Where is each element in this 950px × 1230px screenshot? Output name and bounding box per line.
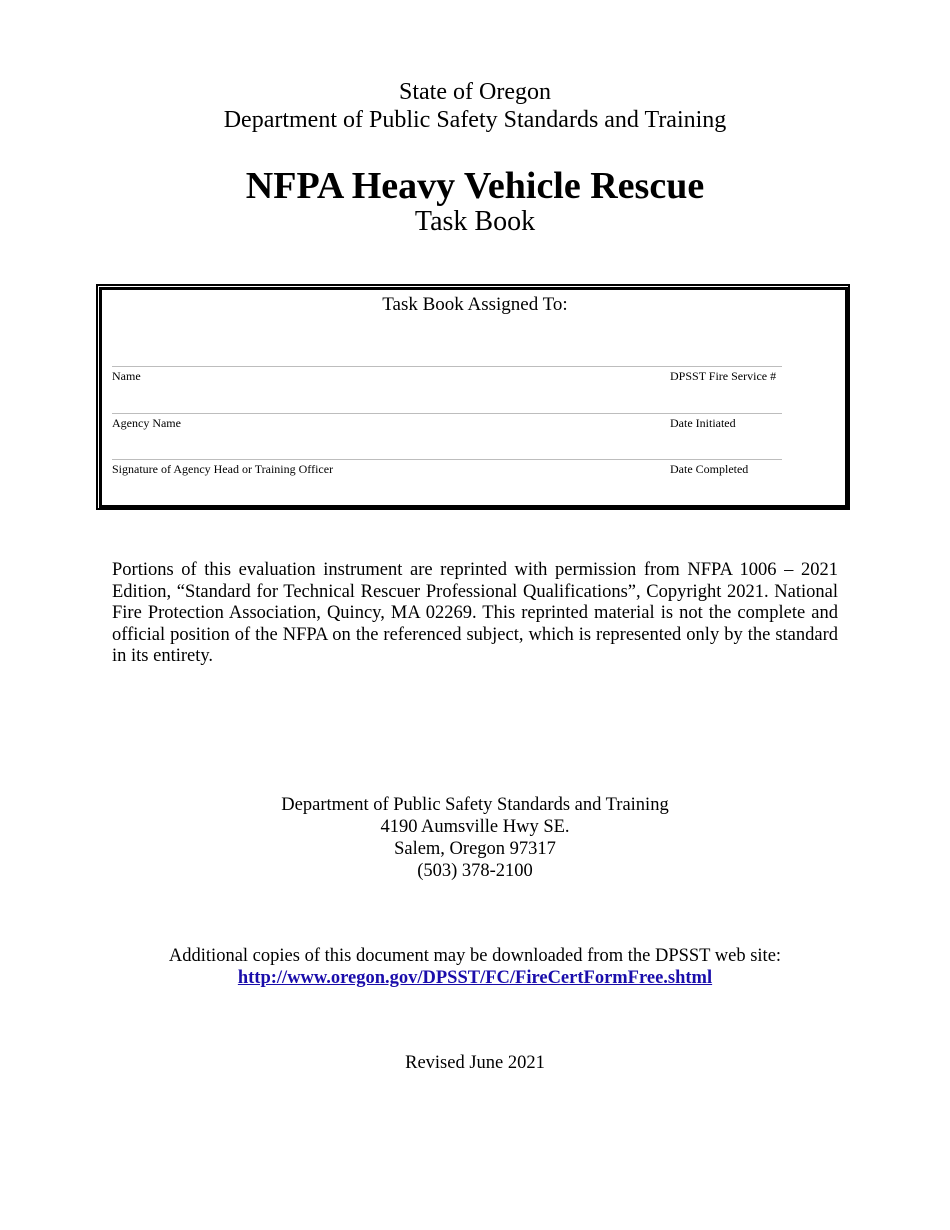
address-street: 4190 Aumsville Hwy SE. bbox=[380, 817, 570, 837]
document-title: NFPA Heavy Vehicle Rescue bbox=[245, 165, 705, 207]
name-line[interactable] bbox=[112, 366, 782, 367]
assignment-heading: Task Book Assigned To: bbox=[382, 294, 568, 315]
department-heading: Department of Public Safety Standards and Training bbox=[223, 107, 727, 133]
state-heading: State of Oregon bbox=[399, 79, 551, 105]
document-subtitle: Task Book bbox=[414, 206, 536, 237]
download-link[interactable]: http://www.oregon.gov/DPSST/FC/FireCertFormFree.shtml bbox=[237, 968, 713, 988]
revision-date: Revised June 2021 bbox=[405, 1053, 545, 1073]
address-city: Salem, Oregon 97317 bbox=[394, 839, 556, 859]
agency-name-label: Agency Name bbox=[112, 416, 181, 430]
permission-note: Portions of this evaluation instrument are reprinted with permission from NFPA 1006 – 2021 Edition, “Standard for Technical Rescuer Professional Qualifications”, Copyright 2021. National Fire Protection Association, Quincy, MA 02269. This reprinted material is not the complete and official position of the NFPA on the referenced subject, which is represented only by the standard in its entirety. bbox=[112, 560, 838, 666]
date-initiated-label: Date Initiated bbox=[670, 416, 736, 430]
agency-line[interactable] bbox=[112, 413, 782, 414]
address-phone: (503) 378-2100 bbox=[417, 861, 533, 881]
name-label: Name bbox=[112, 369, 141, 383]
address-department: Department of Public Safety Standards and Training bbox=[281, 795, 669, 815]
signature-line[interactable] bbox=[112, 459, 782, 460]
dpsst-number-label: DPSST Fire Service # bbox=[670, 369, 777, 383]
date-completed-label: Date Completed bbox=[670, 462, 749, 476]
signature-label: Signature of Agency Head or Training Officer bbox=[112, 462, 334, 476]
download-text: Additional copies of this document may be downloaded from the DPSST web site: bbox=[168, 946, 782, 966]
